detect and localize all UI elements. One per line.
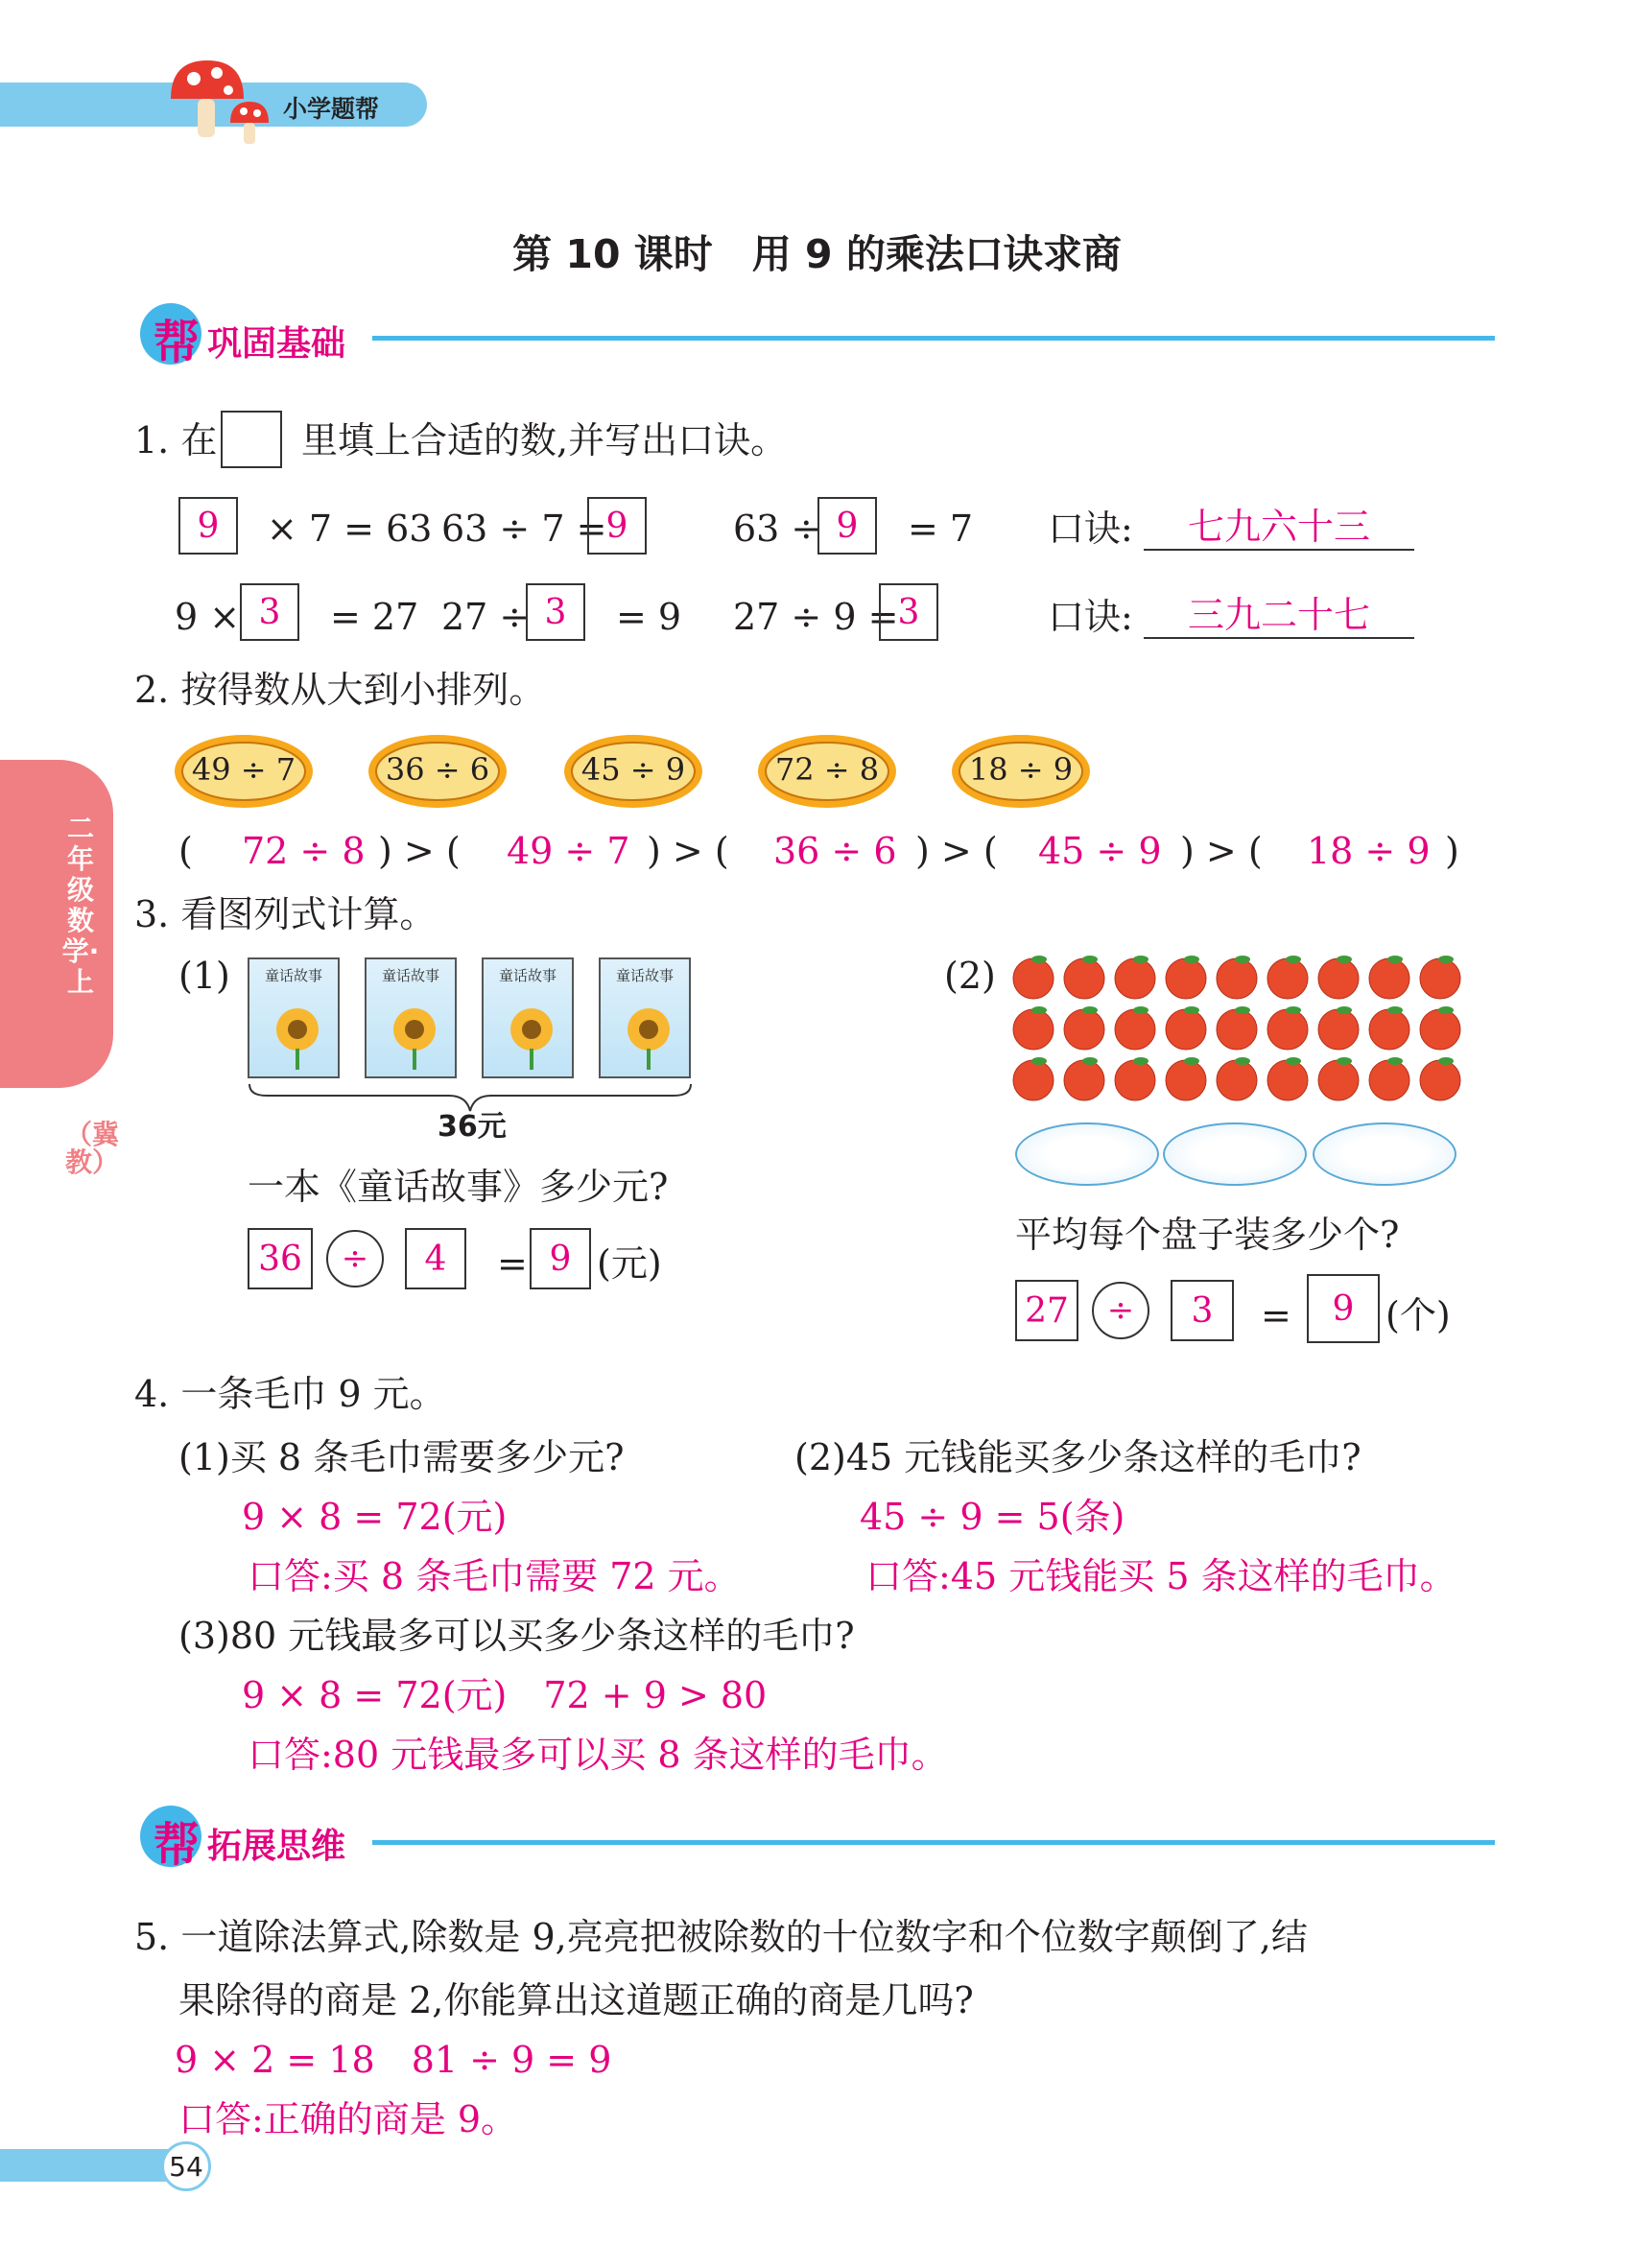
- q1-r2-c-box: 3: [879, 583, 938, 641]
- flower-expression: 18 ÷ 9: [968, 751, 1074, 788]
- section-badge-char: 帮: [154, 316, 201, 369]
- flower-card: [367, 733, 509, 810]
- q2-answer-3: 36 ÷ 6: [773, 830, 897, 872]
- q1-r1-c-pre: 63 ÷: [733, 508, 822, 550]
- q2-prompt: 2. 按得数从大到小排列。: [134, 669, 546, 711]
- q1-r2-a-pre: 9 ×: [175, 596, 241, 638]
- storybook-image: [599, 957, 691, 1078]
- q3-p2-unit: (个): [1385, 1294, 1451, 1336]
- section-divider: [372, 336, 1495, 341]
- apples-image: [1007, 948, 1478, 1111]
- sunflower-icon: [484, 985, 572, 1072]
- q1-r2-a-post: = 27: [330, 596, 419, 638]
- q2-gt-4: ) > (: [1180, 830, 1263, 872]
- sunflower-icon: [601, 985, 689, 1072]
- page-title: 第 10 课时 用 9 的乘法口诀求商: [512, 231, 1122, 277]
- q3-p2-equals: =: [1261, 1294, 1291, 1336]
- q1-r1-c-box: 9: [817, 497, 877, 555]
- storybook-image: [248, 957, 340, 1078]
- q2-gt-2: ) > (: [647, 830, 729, 872]
- brand-label: 小学题帮: [283, 95, 380, 123]
- q3-prompt: 3. 看图列式计算。: [134, 893, 437, 935]
- q1-r1-a-rest: × 7 = 63: [267, 508, 433, 550]
- storybook-image: [482, 957, 574, 1078]
- q1-r2-b-box: 3: [526, 583, 585, 641]
- q4-s2-calc: 45 ÷ 9 = 5(条): [860, 1496, 1125, 1538]
- q1-prompt-pre: 1. 在: [134, 419, 218, 461]
- flower-card: [173, 733, 315, 810]
- page-number: 54: [161, 2141, 211, 2191]
- q4-prompt: 4. 一条毛巾 9 元。: [134, 1373, 446, 1415]
- q4-s2-question: (2)45 元钱能买多少条这样的毛巾?: [794, 1436, 1362, 1478]
- q3-p1-total: 36元: [438, 1110, 507, 1144]
- q2-open-paren: (: [178, 830, 193, 872]
- flower-expression: 45 ÷ 9: [580, 751, 686, 788]
- section-title-basics: 巩固基础: [207, 324, 346, 364]
- q4-s2-answer: 口答:45 元钱能买 5 条这样的毛巾。: [865, 1555, 1456, 1597]
- section-badge-char: 帮: [154, 1818, 201, 1872]
- q3-p2-question: 平均每个盘子装多少个?: [1015, 1214, 1400, 1256]
- section-title-extension: 拓展思维: [207, 1827, 346, 1866]
- q1-r1-rhyme-line: [1144, 549, 1414, 551]
- q4-s3-calc: 9 × 8 = 72(元) 72 + 9 > 80: [242, 1674, 768, 1716]
- side-tab-edition: （冀教）: [65, 1119, 120, 1179]
- q3-p1-op-circle: ÷: [326, 1230, 384, 1288]
- q3-p1-num2-box: 4: [405, 1228, 466, 1289]
- q3-p1-num1-box: 36: [248, 1228, 313, 1289]
- q1-r1-b-box: 9: [587, 497, 647, 555]
- q3-p2-num1-box: 27: [1015, 1280, 1078, 1341]
- side-tab-grade: 二年级数学·上: [61, 813, 100, 998]
- q5-answer: 口答:正确的商是 9。: [178, 2098, 518, 2140]
- q2-gt-1: ) > (: [378, 830, 461, 872]
- q1-r1-c-post: = 7: [908, 508, 974, 550]
- flower-card: [756, 733, 898, 810]
- sunflower-icon: [367, 985, 455, 1072]
- flower-expression: 36 ÷ 6: [385, 751, 490, 788]
- mushroom-icon: [161, 56, 276, 148]
- q1-r2-b-post: = 9: [616, 596, 682, 638]
- q1-r2-rhyme-label: 口诀:: [1048, 596, 1133, 638]
- q1-r2-rhyme-answer: 三九二十七: [1188, 594, 1371, 636]
- q3-p2-op-circle: ÷: [1092, 1282, 1149, 1339]
- q4-s3-answer: 口答:80 元钱最多可以买 8 条这样的毛巾。: [248, 1734, 948, 1776]
- q1-r2-a-box: 3: [240, 583, 299, 641]
- flower-card: [562, 733, 704, 810]
- q1-r2-b-pre: 27 ÷: [441, 596, 531, 638]
- q3-p2-label: (2): [944, 955, 996, 997]
- q4-s1-question: (1)买 8 条毛巾需要多少元?: [178, 1436, 625, 1478]
- q4-s3-question: (3)80 元钱最多可以买多少条这样的毛巾?: [178, 1615, 855, 1657]
- storybook-title: 童话故事: [615, 967, 674, 984]
- q1-sample-box: [221, 411, 282, 468]
- q4-s1-answer: 口答:买 8 条毛巾需要 72 元。: [248, 1555, 741, 1597]
- q1-r2-rhyme-line: [1144, 637, 1414, 639]
- q2-answer-5: 18 ÷ 9: [1307, 830, 1431, 872]
- q2-close-paren: ): [1445, 830, 1459, 872]
- storybook-title: 童话故事: [498, 967, 557, 984]
- storybook-image: [365, 957, 457, 1078]
- plate-image: [1015, 1122, 1159, 1186]
- q3-p1-result-box: 9: [530, 1228, 591, 1289]
- q3-p2-num2-box: 3: [1171, 1280, 1234, 1341]
- sunflower-icon: [249, 985, 338, 1072]
- q3-p1-label: (1): [178, 955, 230, 997]
- flower-card: [950, 733, 1092, 810]
- section-divider: [372, 1840, 1495, 1845]
- q3-p1-equals: =: [497, 1242, 528, 1285]
- q1-r1-rhyme-label: 口诀:: [1048, 508, 1133, 550]
- q3-p1-unit: (元): [597, 1242, 662, 1285]
- q4-s1-calc: 9 × 8 = 72(元): [242, 1496, 508, 1538]
- q1-prompt-post: 里填上合适的数,并写出口诀。: [301, 419, 788, 461]
- plate-image: [1163, 1122, 1307, 1186]
- q2-answer-1: 72 ÷ 8: [242, 830, 366, 872]
- q2-answer-4: 45 ÷ 9: [1038, 830, 1162, 872]
- q1-r1-b-pre: 63 ÷ 7 =: [441, 508, 607, 550]
- flower-expression: 49 ÷ 7: [191, 751, 296, 788]
- q2-gt-3: ) > (: [915, 830, 998, 872]
- q1-r1-a-box: 9: [178, 497, 238, 555]
- plate-image: [1313, 1122, 1456, 1186]
- q5-line2: 果除得的商是 2,你能算出这道题正确的商是几吗?: [178, 1979, 974, 2021]
- q3-p1-question: 一本《童话故事》多少元?: [248, 1166, 669, 1208]
- q3-p2-result-box: 9: [1307, 1274, 1380, 1343]
- storybook-title: 童话故事: [381, 967, 439, 984]
- q1-r1-rhyme-answer: 七九六十三: [1188, 506, 1371, 548]
- flower-expression: 72 ÷ 8: [774, 751, 880, 788]
- q1-r2-c-pre: 27 ÷ 9 =: [733, 596, 899, 638]
- q2-answer-2: 49 ÷ 7: [507, 830, 630, 872]
- q5-calc: 9 × 2 = 18 81 ÷ 9 = 9: [175, 2039, 612, 2081]
- storybook-title: 童话故事: [264, 967, 322, 984]
- q5-line1: 5. 一道除法算式,除数是 9,亮亮把被除数的十位数字和个位数字颠倒了,结: [134, 1916, 1308, 1958]
